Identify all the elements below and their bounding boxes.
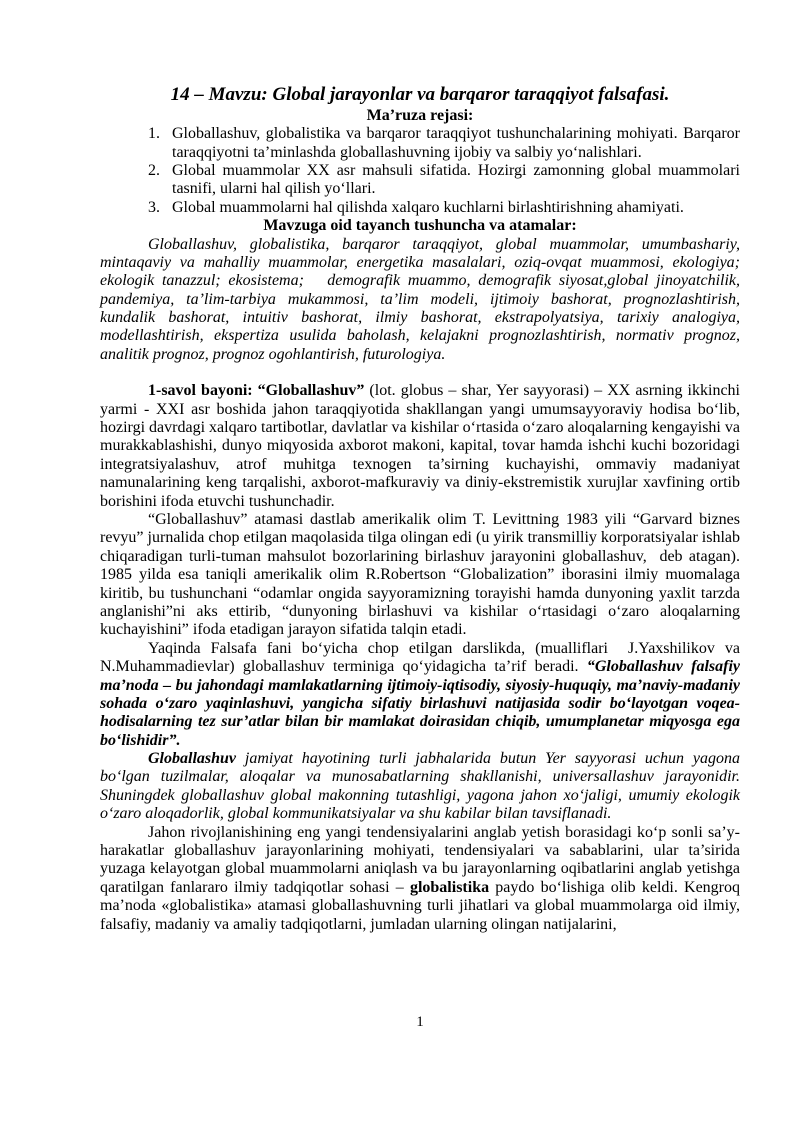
paragraph-lead-bold: 1-savol bayoni: “Globallashuv” [148,382,365,400]
paragraph-levitt: “Globallashuv” atamasi dastlab amerikalik olim T. Levittning 1983 yili “Garvard biznes revyu” jurnalida chop etilgan maqolasida tilga olingan edi (u yirik transmilliy korporatsiyalar ishlab chiqaradigan turli-tuman mahsulot bozorlarining birlashuv jarayonini globallashuv, deb atagan). 1985 yilda esa taniqli amerikalik olim R.Robertson “Globalization” iborasini ilmiy muomalaga kiritib, bu tushunchani “odamlar ongida sayyoramizning torayishi hamda dunyoning yaxlit tarzda anglanishi”ni aks ettirib, “dunyoning birlashuvi va kishilar o‘rtasidagi o‘zaro aloqalarning kuchayishini” ifoda etadigan jarayon sifatida talqin etadi. [100,511,740,639]
paragraph-text: (lot. globus – shar, Yer sayyorasi) – XX asrning ikkinchi yarmi - XXI asr boshida jahon taraqqiyotida shakllangan yangi umumsayyoraviy hodisa bo‘lib, hozirgi davrdagi xalqaro tartibotlar, davlatlar va kishilar o‘rtasida o‘zaro aloqalarning kengayishi va murakkablashishi, dunyo miqyosida axborot makoni, kapital, tovar hamda ishchi kuchi bozoridagi integratsiyalashuv, atrof muhitga texnogen ta’sirning kuchayishi, ommaviy madaniyat namunalarining keng tarqalishi, axborot-mafkuraviy va diniy-ekstremistik xurujlar xavfining ortib borishini ifoda etuvchi tushunchadir. [100,382,740,510]
paragraph-text: jamiyat hayotining turli jabhalarida butun Yer sayyorasi uchun yagona bo‘lgan tuzilmalar, aloqalar va munosabatlarning shakllanishi, universallashuv jarayonidir. Shuningdek globallashuv global makonning tutashligi, yagona jahon xo‘jaligi, umumiy ekologik o‘zaro aloqadorlik, global kommunikatsiyalar va shu kabilar bilan tavsiflanadi. [100,750,740,823]
blank-line [100,364,740,382]
term-globalistika-bold: globalistika [409,878,490,896]
paragraph-lead-bold-italic: Globallashuv [148,750,237,768]
lecture-plan-list [100,125,740,217]
terms-heading: Mavzuga oid tayanch tushuncha va atamalar: [263,217,577,235]
paragraph-question1 [100,382,740,511]
lecture-plan-heading: Ma’ruza rejasi: [366,106,474,124]
list-item-number: 2. [148,161,160,179]
paragraph-text: paydo bo‘lishiga olib keldi. Kengroq ma’noda «globalistika» atamasi globallashuvning turli jihatlari va global muammolarga oid ilmiy, falsafiy, madaniy va amaliy tadqiqotlarni, jumladan ularning olingan natijalarini, [100,878,741,933]
paragraph-globalistika [100,824,740,934]
list-item-number: 1. [148,125,160,143]
paragraph-text: Jahon rivojlanishining eng yangi tendensiyalarini anglab yetish borasidagi ko‘p sonli sa’y-harakatlar globallashuv jarayonlarining mohiyati, tendensiyalari va sabablarini, ular ta’sirida yuzaga kelayotgan global muammolarni aniqlash va bu jarayonlarning oqibatlarini anglab yetishga qaratilgan fanlararo ilmiy tadqiqotlar sohasi – [100,823,740,896]
list-item-text: Globallashuv, globalistika va barqaror taraqqiyot tushunchalarining mohiyati. Barqaror taraqqiyotni ta’minlashda globallashuvning ijobiy va salbiy yo‘nalishlari. [172,125,740,161]
page-title: 14 – Mavzu: Global jarayonlar va barqaror taraqqiyot falsafasi. [170,84,670,105]
list-item-text: Global muammolar XX asr mahsuli sifatida. Hozirgi zamonning global muammolari tasnifi, ularni hal qilish yo‘llari. [172,161,740,198]
list-item [100,162,740,199]
paragraph-globallashuv [100,750,740,824]
list-item [100,125,740,162]
list-item-text: Global muammolarni hal qilishda xalqaro kuchlarni birlashtirishning ahamiyati. [172,198,684,216]
paragraph-text: Yaqinda Falsafa fani bo‘yicha chop etilgan darslikda, (mualliflari J.Yaxshilikov va N.Muhammadievlar) globallashuv terminiga qo‘yidagicha ta’rif beradi. [100,639,740,676]
definition-quote-bold-italic: “Globallashuv falsafiy ma’noda – bu jahondagi mamlakatlarning ijtimoiy-iqtisodiy, siyosiy-huquqiy, ma’naviy-madaniy sohada o‘zaro yaqinlashuvi, yangicha sifatiy birlashuvi natijasida sodir bo‘layotgan voqea-hodisalarning tez sur’atlar bilan bir mamlakat doirasidan chiqib, umumplanetar miqyosga ega bo‘lishidir”. [100,658,740,749]
page-number: 1 [416,1014,424,1030]
paragraph-definition [100,640,740,750]
list-item-number: 3. [148,198,160,216]
list-item [100,199,740,217]
terms-paragraph: Globallashuv, globalistika, barqaror taraqqiyot, global muammolar, umumbashariy, mintaqaviy va mahalliy muammolar, energetika masalalari, oziq-ovqat muammosi, ekologiya; ekologik tanazzul; ekosistema; demografik muammo, demografik siyosat,global jinoyatchilik, pandemiya, ta’lim-tarbiya mukammosi, ta’lim modeli, ijtimoiy bashorat, prognozlashtirish, kundalik bashorat, intuitiv bashorat, ilmiy bashorat, ekstrapolyatsiya, tarixiy analogiya, modellashtirish, ekspertiza usulida baholash, kelajakni prognozlashtirish, normativ prognoz, analitik prognoz, prognoz ogohlantirish, futurologiya. [100,235,740,363]
